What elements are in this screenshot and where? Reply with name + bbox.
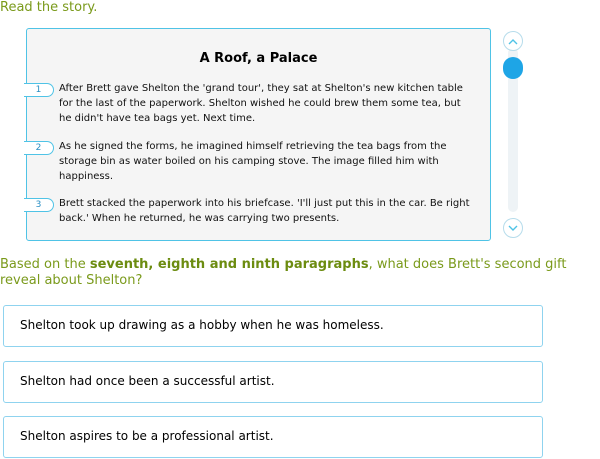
paragraph-number-badge: 2 xyxy=(24,141,54,155)
answer-choice-1[interactable] xyxy=(3,305,543,347)
chevron-up-icon xyxy=(508,38,518,45)
story-title: A Roof, a Palace xyxy=(199,51,318,66)
paragraph-text: After Brett gave Shelton the 'grand tour', they sat at Shelton's new kitchen table for the last of the paperwork. Shelton wished he could brew them some tea, but he didn't have tea bags yet. Next time. xyxy=(59,83,463,124)
scroll-up-button[interactable] xyxy=(503,31,523,51)
answer-choice-label: Shelton had once been a successful artist. xyxy=(20,374,275,388)
question-suffix: , what does Brett's second gift reveal about Shelton? xyxy=(0,257,567,288)
answer-choice-label: Shelton took up drawing as a hobby when he was homeless. xyxy=(20,318,384,332)
question-text xyxy=(0,257,600,289)
question-prefix: Based on the xyxy=(0,257,90,272)
paragraph-number-badge: 3 xyxy=(24,198,54,212)
answer-choice-label: Shelton aspires to be a professional artist. xyxy=(20,429,274,443)
chevron-down-icon xyxy=(508,225,518,232)
story-panel[interactable] xyxy=(26,28,491,241)
scrollbar-thumb[interactable] xyxy=(503,57,523,79)
paragraph-text: Brett stacked the paperwork into his briefcase. 'I'll just put this in the car. Be right back.' When he returned, he was carrying two presents. xyxy=(59,198,470,224)
answer-choice-3[interactable] xyxy=(3,416,543,458)
question-emphasis: seventh, eighth and ninth paragraphs xyxy=(89,257,369,272)
scroll-down-button[interactable] xyxy=(503,218,523,238)
paragraph-text: As he signed the forms, he imagined himself retrieving the tea bags from the storage bin as water boiled on his camping stove. The image filled him with happiness. xyxy=(59,141,447,182)
paragraph-number-badge: 1 xyxy=(24,83,54,97)
answer-choice-2[interactable] xyxy=(3,361,543,403)
instruction-text: Read the story. xyxy=(0,0,98,15)
